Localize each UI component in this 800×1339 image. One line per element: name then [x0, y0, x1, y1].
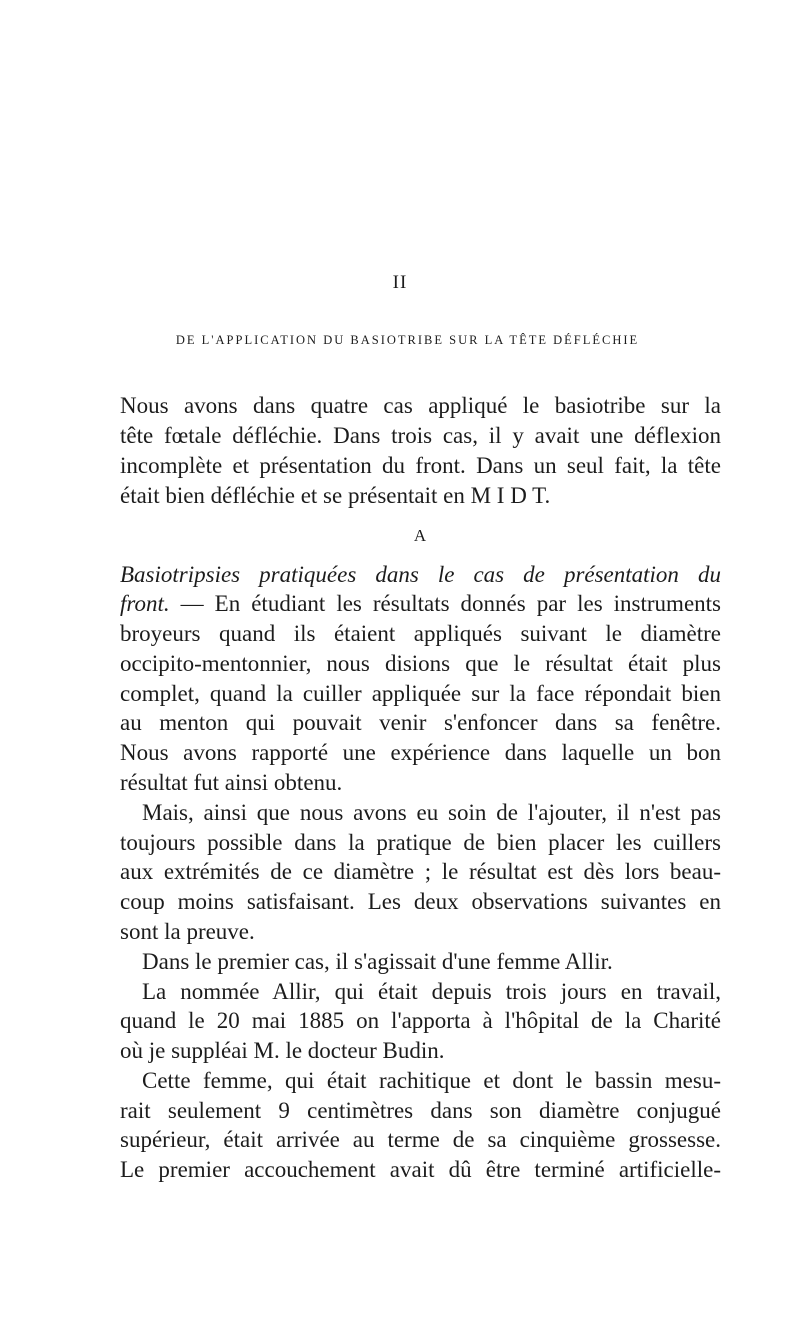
section-heading-italic: Basiotripsies pratiquées dans le cas de présentation du: [120, 562, 721, 587]
chapter-title: DE L'APPLICATION DU BASIOTRIBE SUR LA TÊTE DÉFLÉCHIE: [175, 333, 640, 347]
section-heading-italic-end: front.: [120, 591, 170, 616]
section-heading-continued: [120, 589, 721, 619]
paragraph-line: complet, quand la cuiller appliquée sur la face répondait bien: [120, 681, 721, 706]
paragraph-line: aux extrémités de ce diamètre ; le résultat est dès lors beau-: [120, 859, 721, 884]
paragraph-line: où je suppléai M. le docteur Budin.: [120, 1038, 445, 1063]
paragraph-line: Nous avons dans quatre cas appliqué le basiotribe sur la: [120, 393, 721, 418]
paragraph-line: Le premier accouchement avait dû être terminé artificielle-: [120, 1157, 721, 1182]
paragraph-line: sont la preuve.: [120, 919, 255, 944]
paragraph-line: broyeurs quand ils étaient appliqués suivant le diamètre: [120, 621, 721, 646]
paragraph-line: occipito-mentonnier, nous disions que le résultat était plus: [120, 651, 721, 676]
paragraph-line: La nommée Allir, qui était depuis trois jours en travail,: [142, 979, 721, 1004]
section-heading-text: — En étudiant les résultats donnés par les instruments: [169, 591, 721, 616]
section-letter: A: [413, 526, 427, 545]
paragraph-line: supérieur, était arrivée au terme de sa cinquième grossesse.: [120, 1127, 721, 1152]
paragraph-line: tête fœtale défléchie. Dans trois cas, il y avait une déflexion: [120, 423, 721, 448]
chapter-number: II: [392, 272, 408, 293]
paragraph-line: toujours possible dans la pratique de bien placer les cuillers: [120, 830, 721, 855]
paragraph-line: incomplète et présentation du front. Dans un seul fait, la tête: [120, 453, 721, 478]
paragraph-line: quand le 20 mai 1885 on l'apporta à l'hôpital de la Charité: [120, 1008, 721, 1033]
section-heading: [120, 560, 721, 590]
paragraph-line: était bien défléchie et se présentait en M I D T.: [120, 483, 551, 508]
paragraph-line: Dans le premier cas, il s'agissait d'une femme Allir.: [142, 949, 613, 974]
paragraph-line: résultat fut ainsi obtenu.: [120, 770, 343, 795]
paragraph-line: Cette femme, qui était rachitique et dont le bassin mesu-: [142, 1068, 721, 1093]
paragraph-line: coup moins satisfaisant. Les deux observations suivantes en: [120, 889, 721, 914]
paragraph-line: Mais, ainsi que nous avons eu soin de l'ajouter, il n'est pas: [142, 800, 721, 825]
paragraph-line: au menton qui pouvait venir s'enfoncer dans sa fenêtre.: [120, 710, 721, 735]
paragraph-line: rait seulement 9 centimètres dans son diamètre conjugué: [120, 1098, 721, 1123]
paragraph-line: Nous avons rapporté une expérience dans laquelle un bon: [120, 740, 721, 765]
